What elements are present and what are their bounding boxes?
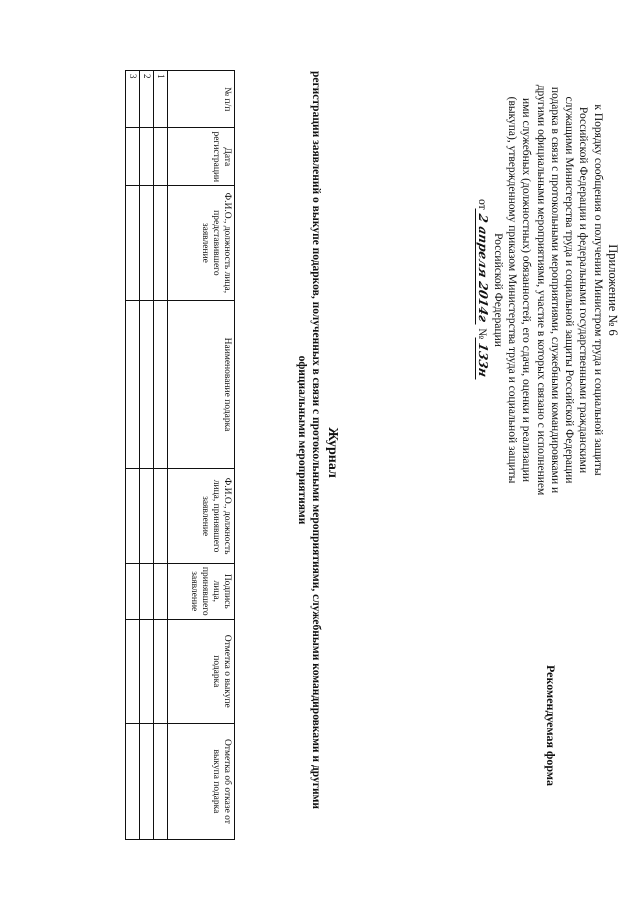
table-cell — [140, 563, 154, 619]
col-header-registration-date: Дата регистрации — [168, 128, 235, 186]
order-date-prefix: от — [476, 199, 489, 210]
col-header-gift-name: Наименование подарка — [168, 300, 235, 469]
table-cell — [154, 563, 168, 619]
journal-title: Журнал — [325, 427, 340, 478]
annex-line: Российской Федерации — [491, 233, 504, 347]
table-cell — [154, 186, 168, 300]
table-cell — [140, 723, 154, 839]
annex-line: служащими Министерства труда и социальной защиты Российской Федерации — [563, 96, 576, 484]
table-cell: 1 — [154, 71, 168, 128]
table-cell — [154, 128, 168, 186]
table-cell — [126, 469, 140, 564]
table-cell — [154, 619, 168, 723]
table-cell — [140, 300, 154, 469]
table-cell — [154, 723, 168, 839]
table-cell — [140, 186, 154, 300]
table-cell — [126, 723, 140, 839]
table-row — [126, 71, 140, 840]
table-cell — [154, 469, 168, 564]
recommended-form-label: Рекомендуемая форма — [544, 665, 558, 786]
order-reference — [475, 199, 490, 381]
table-cell — [126, 300, 140, 469]
col-header-refusal-mark: Отметка об отказе от выкупа подарка — [168, 723, 235, 839]
annex-line: Российской Федерации и федеральными государственными гражданскими — [577, 106, 590, 474]
col-header-applicant: Ф.И.О., должность лица, представившего заявление — [168, 186, 235, 300]
annex-line: ими служебных (должностных) обязанностей, его сдачи, оценки и реализации — [520, 98, 533, 482]
register-table — [125, 70, 235, 840]
table-row — [140, 71, 154, 840]
table-cell — [126, 128, 140, 186]
annex-line: (выкупа), утвержденному приказом Министерства труда и социальной защиты — [505, 96, 518, 484]
table-cell — [140, 469, 154, 564]
annex-line: к Порядку сообщения о получении Министром труда и социальной защиты — [591, 104, 604, 476]
table-cell — [126, 563, 140, 619]
col-header-receiver: Ф.И.О., должность лица, принявшего заявление — [168, 469, 235, 564]
col-header-receiver-signature: Подпись лица, принявшего заявление — [168, 563, 235, 619]
order-number-handwritten: 133н — [475, 338, 490, 383]
table-cell: 3 — [126, 71, 140, 128]
table-cell — [140, 619, 154, 723]
table-cell — [126, 619, 140, 723]
table-cell — [140, 128, 154, 186]
table-header-row — [168, 71, 235, 840]
annex-title: Приложение № 6 — [606, 244, 620, 336]
annex-block — [475, 75, 620, 505]
col-header-buyout-mark: Отметка о выкупе подарка — [168, 619, 235, 723]
journal-subtitle: регистрации заявлений о выкупе подарков, полученных в связи с протокольными мероприятиями, служебными командировками и другими официальными мероприятиями — [296, 70, 322, 810]
order-number-prefix: № — [476, 328, 489, 340]
col-header-number: № п/п — [168, 71, 235, 128]
annex-line: другими официальными мероприятиями, участие в которых связано с исполнением — [534, 84, 547, 496]
table-cell — [126, 186, 140, 300]
order-date-handwritten: 2 апреля 2014г — [475, 208, 490, 327]
annex-line: подарка в связи с протокольными мероприятиями, служебными командировками и — [548, 86, 561, 494]
table-cell: 2 — [140, 71, 154, 128]
table-row — [154, 71, 168, 840]
table-cell — [154, 300, 168, 469]
